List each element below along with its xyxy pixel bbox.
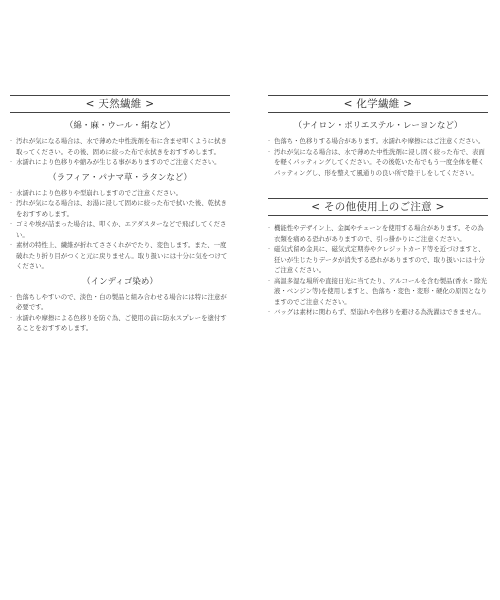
synthetic-fibers-header: < 化学繊維 > bbox=[268, 95, 488, 113]
list-item: · 機能性やデザイン上、金属やチェーンを使用する場合があります。その為衣類を痛める恐れがありますので、引っ掛かりにご注意ください。 bbox=[268, 223, 488, 244]
list-item: · ゴミや埃が詰まった場合は、叩くか、エアダスターなどで飛ばしてください。 bbox=[10, 219, 230, 240]
list-item: · 水濡れや摩擦による色移りを防ぐ為、ご使用の前に防水スプレーを塗付することをおすすめします。 bbox=[10, 313, 230, 334]
other-precautions-list bbox=[268, 223, 488, 318]
natural-fibers-header: < 天然繊維 > bbox=[10, 95, 230, 113]
nylon-polyester-rayon-list bbox=[268, 136, 488, 178]
other-precautions-header: < その他使用上のご注意 > bbox=[268, 198, 488, 216]
list-item: · バッグは素材に関わらず、型崩れや色移りを避ける為洗濯はできません。 bbox=[268, 307, 488, 318]
list-item: · 汚れが気になる場合は、お湯に浸して固めに絞った布で拭いた後、乾拭きをおすすめします。 bbox=[10, 198, 230, 219]
list-item: · 汚れが気になる場合は、水で薄めた中性洗剤に浸し固く絞った布で、表面を軽くパッティングしてください。その後乾いた布でもう一度全体を軽くパッティングし、形を整えて風通りの良い所で陰干しをしてください。 bbox=[268, 147, 488, 179]
list-item: · 水濡れにより色移りや型崩れしますのでご注意ください。 bbox=[10, 188, 230, 199]
raffia-panama-rattan-heading: （ラフィア・パナマ草・ラタンなど） bbox=[48, 172, 192, 183]
indigo-dye-heading: （インディゴ染め） bbox=[82, 276, 158, 287]
natural-fibers-column bbox=[10, 95, 230, 338]
cotton-linen-wool-silk-heading: （綿・麻・ウール・絹など） bbox=[64, 121, 176, 131]
indigo-dye-list bbox=[10, 292, 230, 334]
nylon-polyester-rayon-heading: （ナイロン・ポリエステル・レーヨンなど） bbox=[293, 121, 463, 131]
list-item: · 高温多湿な場所や直接日光に当てたり、アルコールを含む製品(香水・除光液・ベンジン等)を使用しますと、色落ち・変色・変形・硬化の原因となりますのでご注意ください。 bbox=[268, 276, 488, 308]
raffia-panama-rattan-list bbox=[10, 188, 230, 272]
list-item: · 汚れが気になる場合は、水で薄めた中性洗剤を布に含ませ叩くように拭き取ってください。その後、固めに絞った布で水拭きをおすすめします。 bbox=[10, 136, 230, 157]
synthetic-fibers-column bbox=[268, 95, 488, 322]
list-item: · 磁気式留め金具に、磁気式定期券やクレジットカード等を近づけますと、狂いが生じたりデータが消失する恐れがありますので、取り扱いには十分ご注意ください。 bbox=[268, 244, 488, 276]
list-item: · 素材の特性上、繊維が折れてささくれがでたり、変色します。また、一度破れたり折り目がつくと元に戻りません。取り扱いには十分に気をつけてください。 bbox=[10, 240, 230, 272]
list-item: · 色落ち・色移りする場合があります。水濡れや摩擦にはご注意ください。 bbox=[268, 136, 488, 147]
section-spacer bbox=[268, 182, 488, 198]
list-item: · 水濡れにより色移りや縮みが生じる事がありますのでご注意ください。 bbox=[10, 157, 230, 168]
cotton-linen-wool-silk-list bbox=[10, 136, 230, 168]
list-item: · 色落ちしやすいので、淡色・白の製品と組み合わせる場合には特に注意が必要です。 bbox=[10, 292, 230, 313]
